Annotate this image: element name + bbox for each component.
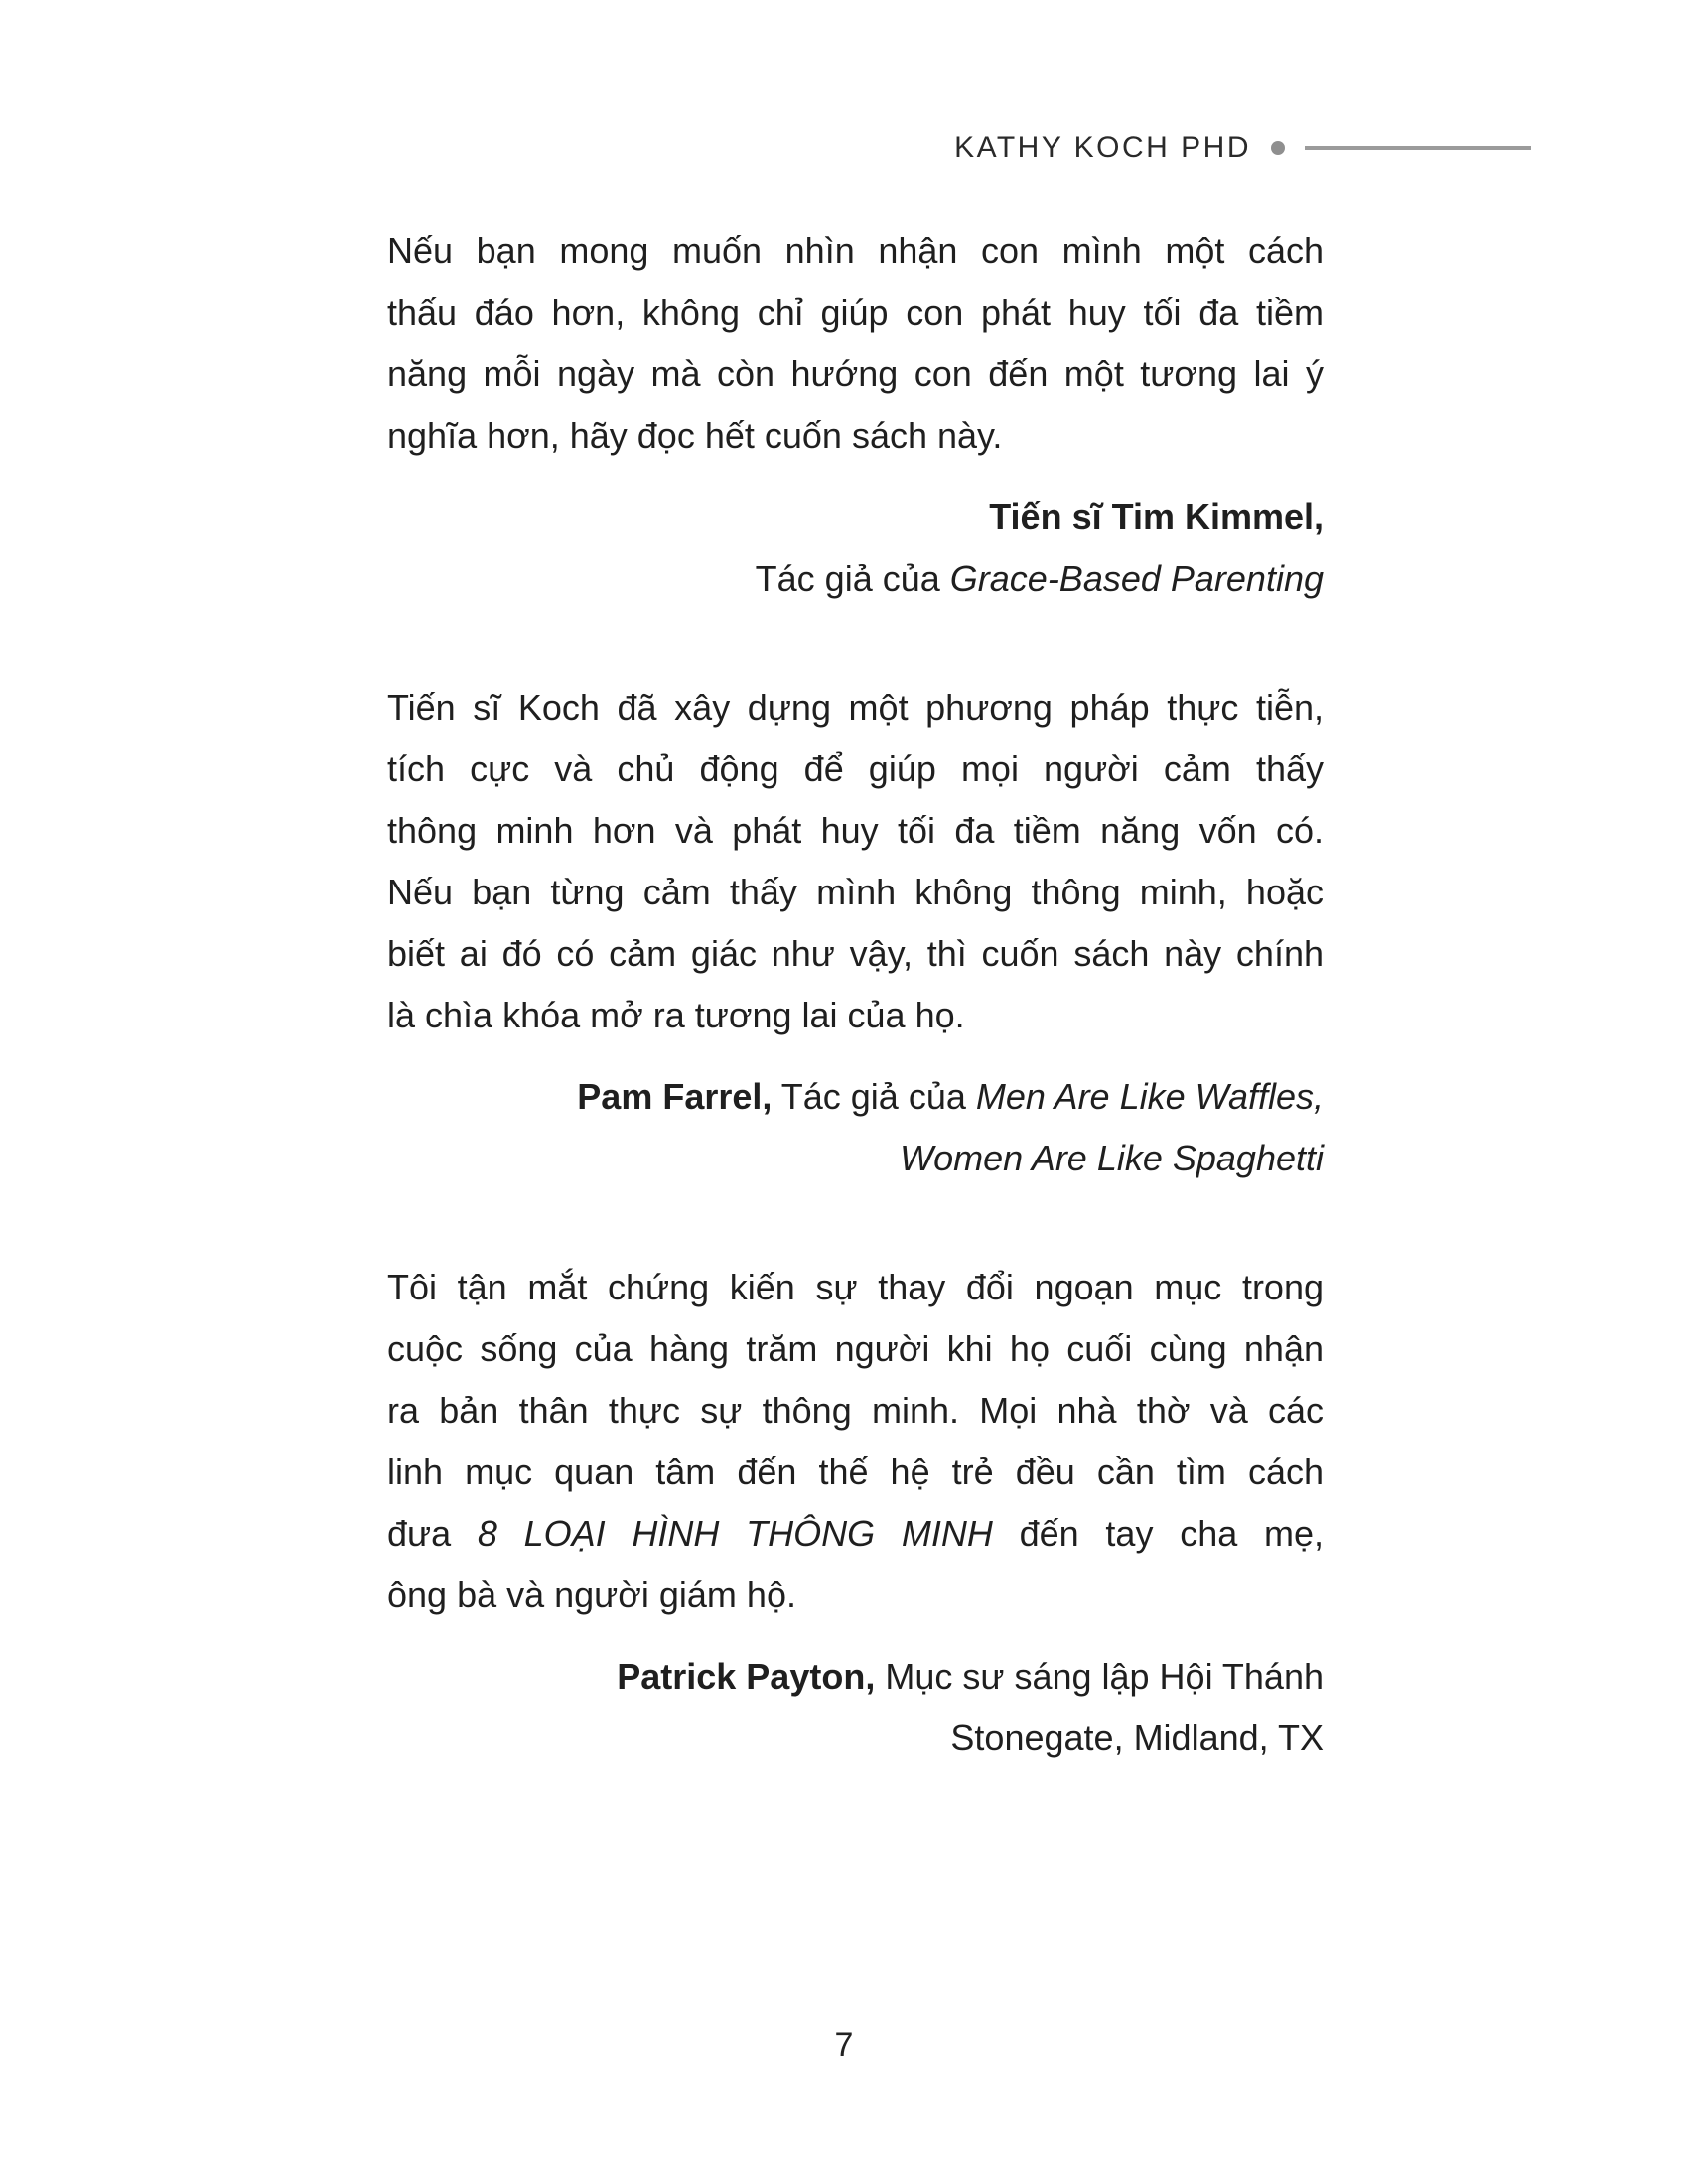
attribution-line — [387, 486, 1324, 548]
paragraph-line: nghĩa hơn, hãy đọc hết cuốn sách này. — [387, 415, 1003, 456]
attribution-name: Tiến sĩ Tim Kimmel, — [989, 496, 1324, 537]
paragraph-text: đưa — [387, 1513, 478, 1554]
paragraph-line: cuộc sống của hàng trăm người khi họ cuối cùng nhận — [387, 1328, 1324, 1369]
paragraph-line: linh mục quan tâm đến thế hệ trẻ đều cần tìm cách — [387, 1451, 1324, 1492]
attribution-role: Stonegate, Midland, TX — [950, 1717, 1324, 1758]
attribution — [387, 1066, 1324, 1189]
testimonial-paragraph — [387, 1257, 1324, 1626]
paragraph-line: tích cực và chủ động để giúp mọi người cảm thấy — [387, 749, 1324, 789]
attribution — [387, 1646, 1324, 1769]
paragraph-line: thông minh hơn và phát huy tối đa tiềm năng vốn có. — [387, 810, 1324, 851]
testimonial-tim-kimmel — [387, 220, 1324, 610]
running-header — [0, 125, 1531, 171]
paragraph-line: biết ai đó có cảm giác như vậy, thì cuốn sách này chính — [387, 933, 1324, 974]
paragraph-line: Nếu bạn từng cảm thấy mình không thông minh, hoặc — [387, 872, 1324, 912]
paragraph-line: thấu đáo hơn, không chỉ giúp con phát huy tối đa tiềm — [387, 292, 1324, 333]
paragraph-line: Tôi tận mắt chứng kiến sự thay đổi ngoạn mục trong — [387, 1267, 1324, 1307]
book-title: Women Are Like Spaghetti — [900, 1138, 1324, 1178]
paragraph-line — [387, 1503, 1324, 1565]
paragraph-line: ông bà và người giám hộ. — [387, 1574, 796, 1615]
bullet-dot-icon — [1271, 141, 1285, 155]
attribution-role: Tác giả của — [755, 558, 950, 599]
attribution-role: Mục sư sáng lập Hội Thánh — [875, 1656, 1324, 1697]
attribution-line — [387, 1646, 1324, 1707]
book-title: 8 LOẠI HÌNH THÔNG MINH — [477, 1513, 993, 1554]
paragraph-line: Nếu bạn mong muốn nhìn nhận con mình một cách — [387, 230, 1324, 271]
attribution-name: Patrick Payton, — [617, 1656, 876, 1697]
book-title: Men Are Like Waffles, — [975, 1076, 1324, 1117]
paragraph-line: năng mỗi ngày mà còn hướng con đến một tương lai ý — [387, 353, 1324, 394]
attribution-line — [387, 548, 1324, 610]
paragraph-line: ra bản thân thực sự thông minh. Mọi nhà thờ và các — [387, 1390, 1324, 1431]
testimonial-paragraph — [387, 677, 1324, 1046]
page-number: 7 — [834, 2026, 854, 2064]
attribution-role: Tác giả của — [772, 1076, 976, 1117]
testimonial-paragraph — [387, 220, 1324, 467]
attribution-line — [387, 1128, 1324, 1189]
attribution-line — [387, 1066, 1324, 1128]
testimonial-pam-farrel — [387, 677, 1324, 1189]
header-divider-line — [1305, 146, 1531, 150]
attribution-line — [387, 1707, 1324, 1769]
endorsements-content — [387, 220, 1324, 1837]
paragraph-line: là chìa khóa mở ra tương lai của họ. — [387, 995, 965, 1035]
paragraph-text: đến tay cha mẹ, — [992, 1513, 1324, 1554]
attribution — [387, 486, 1324, 610]
book-title: Grace-Based Parenting — [949, 558, 1324, 599]
header-author-name: KATHY KOCH PHD — [954, 131, 1251, 164]
attribution-name: Pam Farrel, — [577, 1076, 773, 1117]
paragraph-line: Tiến sĩ Koch đã xây dựng một phương pháp thực tiễn, — [387, 687, 1324, 728]
testimonial-patrick-payton — [387, 1257, 1324, 1769]
